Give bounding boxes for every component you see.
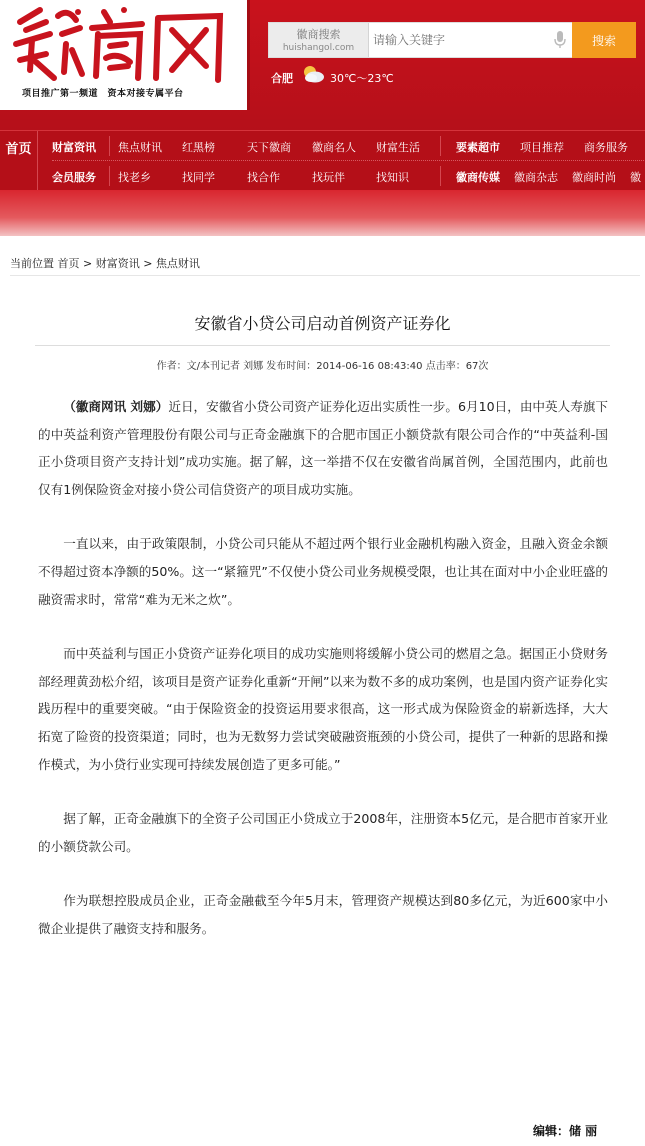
search-input[interactable] bbox=[373, 27, 553, 53]
nav-item-huishang-figures[interactable]: 徽商名人 bbox=[312, 141, 356, 154]
nav-item-wealth-life[interactable]: 财富生活 bbox=[376, 141, 420, 154]
nav-item-huishang-media[interactable]: 徽商传媒 bbox=[456, 171, 500, 184]
nav-item-huishang-magazine[interactable]: 徽商杂志 bbox=[514, 171, 558, 184]
site-header bbox=[0, 0, 645, 130]
breadcrumb-wealth-news[interactable]: 财富资讯 bbox=[95, 257, 140, 270]
nav-home-link[interactable]: 首页 bbox=[0, 131, 38, 191]
weather-temperature: 30℃～23℃ bbox=[330, 72, 394, 85]
nav-row-secondary bbox=[52, 161, 645, 191]
nav-divider bbox=[440, 166, 441, 186]
logo-calligraphy-icon bbox=[6, 0, 246, 84]
article-editor: 编辑：储 丽 bbox=[533, 1124, 598, 1138]
nav-item-find-playmate[interactable]: 找玩伴 bbox=[312, 171, 345, 184]
nav-item-more[interactable]: 徽 bbox=[630, 171, 641, 184]
search-bar bbox=[268, 22, 636, 58]
nav-item-red-black-list[interactable]: 红黑榜 bbox=[182, 141, 215, 154]
breadcrumb-divider bbox=[10, 275, 640, 276]
nav-item-focus-news[interactable]: 焦点财讯 bbox=[118, 141, 162, 154]
nav-divider bbox=[440, 136, 441, 156]
search-brand bbox=[269, 23, 369, 57]
article-meta: 作者：文/本刊记者 刘娜 发布时间：2014-06-16 08:43:40 点击率：67次 bbox=[156, 361, 489, 372]
article-title: 安徽省小贷公司启动首例资产证券化 bbox=[194, 314, 451, 333]
search-button[interactable]: 搜索 bbox=[572, 22, 636, 58]
header-banner bbox=[0, 190, 645, 236]
nav-item-global-huishang[interactable]: 天下徽商 bbox=[247, 141, 291, 154]
nav-item-find-classmate[interactable]: 找同学 bbox=[182, 171, 215, 184]
nav-item-huishang-fashion[interactable]: 徽商时尚 bbox=[572, 171, 616, 184]
nav-item-business-service[interactable]: 商务服务 bbox=[584, 141, 628, 154]
nav-item-wealth-news[interactable]: 财富资讯 bbox=[52, 141, 96, 154]
title-divider bbox=[35, 345, 610, 346]
site-logo[interactable] bbox=[0, 0, 250, 110]
search-brand-domain: huishangol.com bbox=[282, 43, 355, 53]
nav-item-find-knowledge[interactable]: 找知识 bbox=[376, 171, 409, 184]
article-paragraph: 一直以来，由于政策限制，小贷公司只能从不超过两个银行业金融机构融入资金，且融入资金余额不得超过资本净额的50%。这一“紧箍咒”不仅使小贷公司业务规模受限，也让其在面对中小企业旺盛的融资需求时，常常“难为无米之炊”。 bbox=[38, 536, 608, 607]
nav-item-member-service[interactable]: 会员服务 bbox=[52, 171, 96, 184]
nav-divider bbox=[109, 166, 110, 186]
nav-divider bbox=[109, 136, 110, 156]
nav-row-primary bbox=[52, 131, 645, 161]
main-navigation bbox=[0, 130, 645, 190]
nav-item-find-townsman[interactable]: 找老乡 bbox=[118, 171, 151, 184]
article-paragraph bbox=[38, 393, 608, 503]
article-paragraph: 作为联想控股成员企业，正奇金融截至今年5月末，管理资产规模达到80多亿元，为近600家中小微企业提供了融资支持和服务。 bbox=[38, 893, 608, 936]
nav-item-resource-market[interactable]: 要素超市 bbox=[456, 141, 500, 154]
breadcrumb-focus-news[interactable]: 焦点财讯 bbox=[155, 257, 200, 270]
breadcrumb-label: 当前位置 bbox=[10, 257, 54, 270]
breadcrumb-separator: > bbox=[83, 257, 93, 270]
partly-cloudy-icon bbox=[301, 64, 325, 84]
nav-item-find-partner[interactable]: 找合作 bbox=[247, 171, 280, 184]
article-lead: （徽商网讯 刘娜） bbox=[63, 399, 169, 414]
article-paragraph: 而中英益利与国正小贷资产证券化项目的成功实施则将缓解小贷公司的燃眉之急。据国正小贷财务部经理黄劲松介绍，该项目是资产证券化重新“开闸”以来为数不多的成功案例，也是国内资产证券化实践历程中的重要突破。“由于保险资金的投资运用要求很高，这一形式成为保险资金的崭新选择，大大拓宽了险资的投资渠道；同时，也为无数努力尝试突破融资瓶颈的小贷公司，提供了一种新的思路和操作模式，为小贷行业实现可持续发展创造了更多可能。” bbox=[38, 646, 608, 772]
logo-slogan: 项目推广第一频道 资本对接专属平台 bbox=[22, 89, 184, 99]
microphone-icon[interactable] bbox=[554, 31, 566, 49]
nav-item-project-recommend[interactable]: 项目推荐 bbox=[520, 141, 564, 154]
paragraph-text: 近日，安徽省小贷公司资产证券化迈出实质性一步。6月10日，由中英人寿旗下的中英益利资产管理股份有限公司与正奇金融旗下的合肥市国正小额贷款有限公司合作的“中英益利-国正小贷项目资产支持计划”成功实施。据了解，这一举措不仅在安徽省尚属首例，全国范围内，此前也仅有1例保险资金对接小贷公司信贷资产的项目成功实施。 bbox=[38, 399, 608, 497]
breadcrumb-home[interactable]: 首页 bbox=[57, 257, 80, 270]
search-brand-name: 徽商搜索 bbox=[296, 28, 341, 41]
breadcrumb-separator: > bbox=[143, 257, 153, 270]
weather-city: 合肥 bbox=[271, 72, 293, 85]
breadcrumb bbox=[10, 255, 200, 271]
article-body bbox=[38, 393, 608, 970]
article-paragraph: 据了解，正奇金融旗下的全资子公司国正小贷成立于2008年，注册资本5亿元，是合肥市首家开业的小额贷款公司。 bbox=[38, 811, 608, 854]
